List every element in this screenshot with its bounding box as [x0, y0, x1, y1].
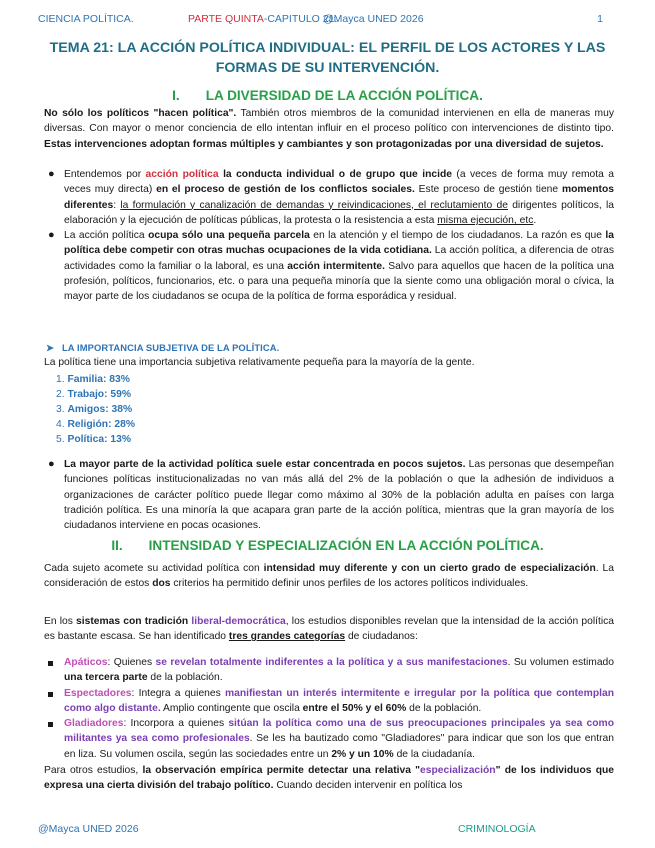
- section-1-number: I.: [172, 88, 180, 103]
- tradition-paragraph: En los sistemas con tradición liberal-democrática, los estudios disponibles revelan que la intensidad de la acción política es bastante escasa. Se han identificado tres grandes categorías de ciudadanos:: [44, 616, 614, 643]
- section-1-title: LA DIVERSIDAD DE LA ACCIÓN POLÍTICA.: [205, 88, 483, 103]
- section-2-number: II.: [111, 538, 123, 553]
- bullet-list-2: [44, 457, 614, 533]
- list-item: 5. Política: 13%: [56, 434, 131, 445]
- importance-list: [56, 372, 135, 447]
- list-item: ● La acción política ocupa sólo una pequeña parcela en la atención y el tiempo de los ciudadanos. La razón es que la política debe competir con otras muchas ocupaciones de la vida cotidiana. La acción política, a diferencia de otras actividades como la familiar o la laboral, es una acción intermitente. Salvo para aquellos que hacen de la política una profesión, políticos, funcionarios, etc. o para una pequeña minoría que la siente como una obligación moral o cívica, la mayor parte de los ciudadanos se ocupa de la política de forma esporádica y residual.: [48, 229, 614, 303]
- specialization-paragraph: Para otros estudios, la observación empírica permite detectar una relativa "especialización" de los individuos que expresa una cierta división del trabajo político. Cuando deciden intervenir en política los: [44, 765, 615, 792]
- bullet-dot-icon: ●: [48, 168, 55, 180]
- intro-paragraph: No sólo los políticos "hacen política". También otros miembros de la comunidad intervienen en ella de maneras muy diversas. Con mayor o menor conciencia de ello intentan influir en el proceso político con intervenciones de distinto tipo. Estas intervenciones adoptan formas múltiples y cambiantes y son protagonizadas por una diversidad de sujetos.: [44, 108, 614, 150]
- list-item: Gladiadores: Incorpora a quienes sitúan la política como una de sus preocupaciones principales ya sea como militantes ya sea como profesionales. Se les ha bautizado como "Gladiadores" para indicar que son los que entran en liza. Su volumen oscila, según las sociedades entre un 2% y un 10% de la ciudadanía.: [44, 716, 614, 762]
- list-item: 4. Religión: 28%: [56, 419, 135, 430]
- bullet-dot-icon: ●: [48, 458, 55, 470]
- section-2-title: INTENSIDAD Y ESPECIALIZACIÓN EN LA ACCIÓN POLÍTICA.: [148, 538, 544, 553]
- square-bullet-icon: [48, 722, 53, 727]
- footer-course: CRIMINOLOGÍA: [458, 823, 536, 835]
- page-header: [38, 13, 603, 29]
- bullet-dot-icon: ●: [48, 229, 55, 242]
- list-item: 3. Amigos: 38%: [56, 404, 133, 415]
- list-item: 2. Trabajo: 59%: [56, 389, 131, 400]
- categories-list: [44, 655, 614, 762]
- title-line-1: TEMA 21: LA ACCIÓN POLÍTICA INDIVIDUAL: EL PERFIL DE LOS ACTORES Y LAS: [49, 40, 606, 56]
- section-heading-2: [0, 538, 655, 553]
- list-item: ● La mayor parte de la actividad política suele estar concentrada en pocos sujetos. Las personas que desempeñan funciones políticas institucionalizadas no van más allá del 2% de la población o que la adhesión de individuos a organizaciones de carácter político puede llegar como máximo al 30% de la población adulta en países con larga tradición política. Es una minoría la que acapara gran parte de la acción política, mientras que la gran mayoría de los ciudadanos interviene en pocas ocasiones.: [48, 458, 615, 532]
- header-author: @Mayca UNED 2026: [323, 13, 424, 25]
- header-page-number: 1: [597, 13, 603, 25]
- list-item: 1. Familia: 83%: [56, 374, 130, 385]
- list-item: ● Entendemos por acción política la conducta individual o de grupo que incide (a veces de forma muy remota a veces muy directa) en el proceso de gestión de los conflictos sociales. Este proceso de gestión tiene momentos diferentes: la formulación y canalización de demandas y reivindicaciones, el reclutamiento de dirigentes políticos, la elaboración y la ejecución de políticas públicas, la protesta o la resistencia a esta misma ejecución, etc.: [48, 168, 615, 226]
- footer-author: @Mayca UNED 2026: [38, 823, 139, 835]
- intensity-paragraph: Cada sujeto acomete su actividad política con intensidad muy diferente y con un cierto grado de especialización. La consideración de estos dos criterios ha permitido definir unos perfiles de los actores políticos individuales.: [44, 563, 614, 590]
- page-title: [30, 38, 625, 78]
- title-line-2: FORMAS DE SU INTERVENCIÓN.: [215, 60, 440, 76]
- subheading-importance: ➤ LA IMPORTANCIA SUBJETIVA DE LA POLÍTICA.: [46, 342, 280, 353]
- importance-intro: La política tiene una importancia subjetiva relativamente pequeña para la mayoría de la gente.: [44, 357, 475, 368]
- list-item: Espectadores: Integra a quienes manifiestan un interés intermitente e irregular por la política que contemplan como algo distante. Amplio contingente que oscila entre el 50% y el 60% de la población.: [44, 686, 614, 717]
- bullet-list-1: [44, 167, 614, 305]
- header-chapter-number: -CAPITULO 21.: [263, 13, 338, 25]
- section-heading-1: [0, 88, 655, 103]
- header-subject: CIENCIA POLÍTICA.: [38, 13, 134, 25]
- header-chapter: [188, 13, 337, 25]
- square-bullet-icon: [48, 692, 53, 697]
- list-item: Apáticos: Quienes se revelan totalmente indiferentes a la política y a sus manifestaciones. Su volumen estimado una tercera parte de la población.: [44, 655, 614, 686]
- arrow-right-icon: ➤: [46, 342, 54, 353]
- header-part: PARTE QUINTA: [188, 13, 264, 25]
- square-bullet-icon: [48, 661, 53, 666]
